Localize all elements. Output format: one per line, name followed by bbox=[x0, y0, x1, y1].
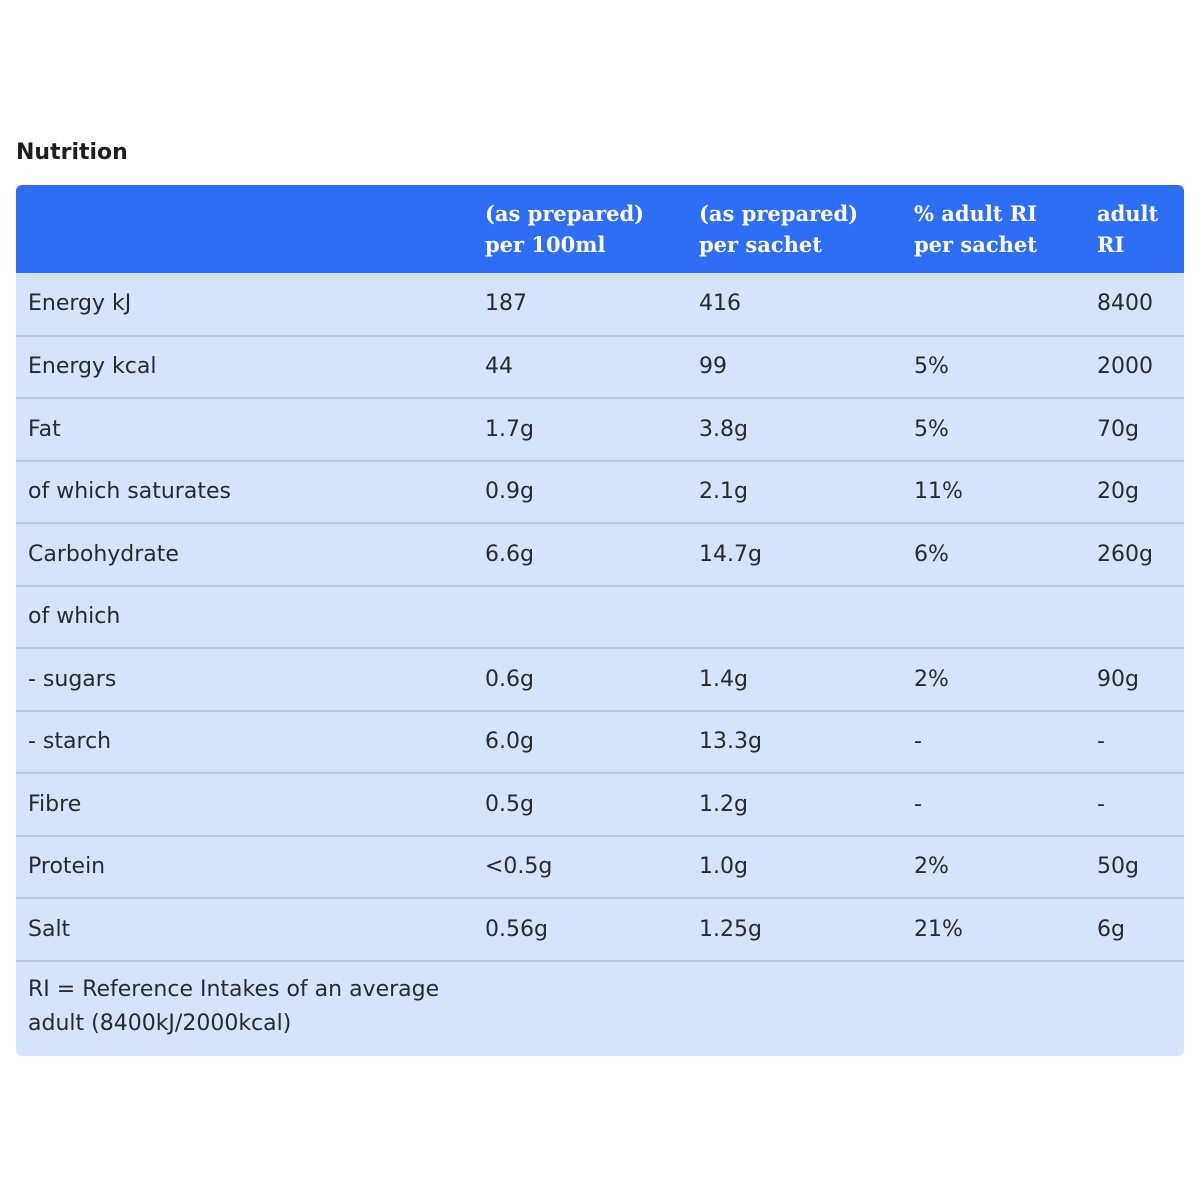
nutrient-name-cell: of which saturates bbox=[28, 479, 231, 505]
header-line: (as prepared) bbox=[699, 201, 859, 226]
header-line: (as prepared) bbox=[485, 201, 645, 226]
header-line: adult bbox=[1097, 201, 1159, 226]
percent-ri-cell: 21% bbox=[914, 916, 963, 942]
per-sachet-cell: 3.8g bbox=[699, 416, 748, 442]
header-cell-per-sachet bbox=[687, 185, 902, 273]
per-sachet-cell: 416 bbox=[699, 291, 741, 317]
adult-ri-cell: 20g bbox=[1097, 479, 1139, 505]
table-row bbox=[16, 461, 1184, 524]
table-row bbox=[16, 711, 1184, 774]
header-line: RI bbox=[1097, 232, 1125, 257]
adult-ri-cell: - bbox=[1097, 729, 1105, 755]
nutrient-name-cell: Carbohydrate bbox=[28, 541, 179, 567]
header-cell-per-100ml bbox=[473, 185, 687, 273]
header-line: % adult RI bbox=[914, 201, 1038, 226]
header-cell-adult-ri bbox=[1085, 185, 1184, 273]
adult-ri-cell: 8400 bbox=[1097, 291, 1153, 317]
table-row bbox=[16, 836, 1184, 899]
header-cell-percent-ri bbox=[902, 185, 1085, 273]
nutrient-name-cell: Fat bbox=[28, 416, 61, 442]
nutrient-name-cell: - starch bbox=[28, 729, 112, 755]
per-sachet-cell: 1.25g bbox=[699, 916, 762, 942]
percent-ri-cell: - bbox=[914, 729, 922, 755]
per-sachet-cell: 1.2g bbox=[699, 791, 748, 817]
nutrient-name-cell: Salt bbox=[28, 916, 71, 942]
per-100ml-cell: 6.0g bbox=[485, 729, 534, 755]
nutrient-name-cell: Protein bbox=[28, 854, 106, 880]
adult-ri-cell: 6g bbox=[1097, 916, 1125, 942]
per-100ml-cell: 0.6g bbox=[485, 666, 534, 692]
nutrient-name-cell: Fibre bbox=[28, 791, 82, 817]
table-row bbox=[16, 398, 1184, 461]
nutrition-table bbox=[16, 185, 1184, 1056]
percent-ri-cell: 11% bbox=[914, 479, 963, 505]
per-sachet-cell: 99 bbox=[699, 354, 727, 380]
percent-ri-cell bbox=[902, 273, 1085, 336]
nutrient-name-cell: Energy kcal bbox=[28, 354, 157, 380]
per-100ml-cell: <0.5g bbox=[485, 854, 553, 880]
percent-ri-cell: - bbox=[914, 791, 922, 817]
per-sachet-cell: 2.1g bbox=[699, 479, 748, 505]
table-header-row bbox=[16, 185, 1184, 273]
percent-ri-cell: 5% bbox=[914, 354, 949, 380]
nutrient-name-cell: - sugars bbox=[28, 666, 117, 692]
header-cell-nutrient bbox=[16, 185, 473, 273]
footnote-line: RI = Reference Intakes of an average bbox=[28, 976, 440, 1002]
nutrient-name-cell: of which bbox=[28, 604, 121, 630]
per-sachet-cell: 1.4g bbox=[699, 666, 748, 692]
percent-ri-cell: 6% bbox=[914, 541, 949, 567]
per-100ml-cell bbox=[473, 586, 687, 649]
nutrition-table-card bbox=[16, 185, 1184, 1056]
per-100ml-cell: 44 bbox=[485, 354, 513, 380]
adult-ri-cell: 90g bbox=[1097, 666, 1139, 692]
table-row bbox=[16, 773, 1184, 836]
per-100ml-cell: 0.9g bbox=[485, 479, 534, 505]
percent-ri-cell: 2% bbox=[914, 666, 949, 692]
per-sachet-cell: 13.3g bbox=[699, 729, 762, 755]
percent-ri-cell: 5% bbox=[914, 416, 949, 442]
footnote-row bbox=[16, 961, 1184, 1056]
percent-ri-cell bbox=[902, 586, 1085, 649]
per-100ml-cell: 0.5g bbox=[485, 791, 534, 817]
table-row bbox=[16, 273, 1184, 336]
table-row bbox=[16, 523, 1184, 586]
section-title: Nutrition bbox=[16, 140, 128, 165]
adult-ri-cell: 70g bbox=[1097, 416, 1139, 442]
per-sachet-cell bbox=[687, 586, 902, 649]
adult-ri-cell bbox=[1085, 586, 1184, 649]
table-row bbox=[16, 648, 1184, 711]
per-sachet-cell: 1.0g bbox=[699, 854, 748, 880]
header-line: per sachet bbox=[699, 232, 822, 257]
footnote-cell bbox=[16, 961, 1184, 1056]
adult-ri-cell: 260g bbox=[1097, 541, 1153, 567]
percent-ri-cell: 2% bbox=[914, 854, 949, 880]
table-row bbox=[16, 898, 1184, 961]
per-100ml-cell: 1.7g bbox=[485, 416, 534, 442]
per-100ml-cell: 0.56g bbox=[485, 916, 548, 942]
table-row bbox=[16, 586, 1184, 649]
header-line: per sachet bbox=[914, 232, 1037, 257]
table-row bbox=[16, 336, 1184, 399]
adult-ri-cell: - bbox=[1097, 791, 1105, 817]
per-100ml-cell: 6.6g bbox=[485, 541, 534, 567]
adult-ri-cell: 50g bbox=[1097, 854, 1139, 880]
per-100ml-cell: 187 bbox=[485, 291, 527, 317]
adult-ri-cell: 2000 bbox=[1097, 354, 1153, 380]
per-sachet-cell: 14.7g bbox=[699, 541, 762, 567]
footnote-line: adult (8400kJ/2000kcal) bbox=[28, 1010, 292, 1036]
nutrient-name-cell: Energy kJ bbox=[28, 291, 132, 317]
header-line: per 100ml bbox=[485, 232, 606, 257]
